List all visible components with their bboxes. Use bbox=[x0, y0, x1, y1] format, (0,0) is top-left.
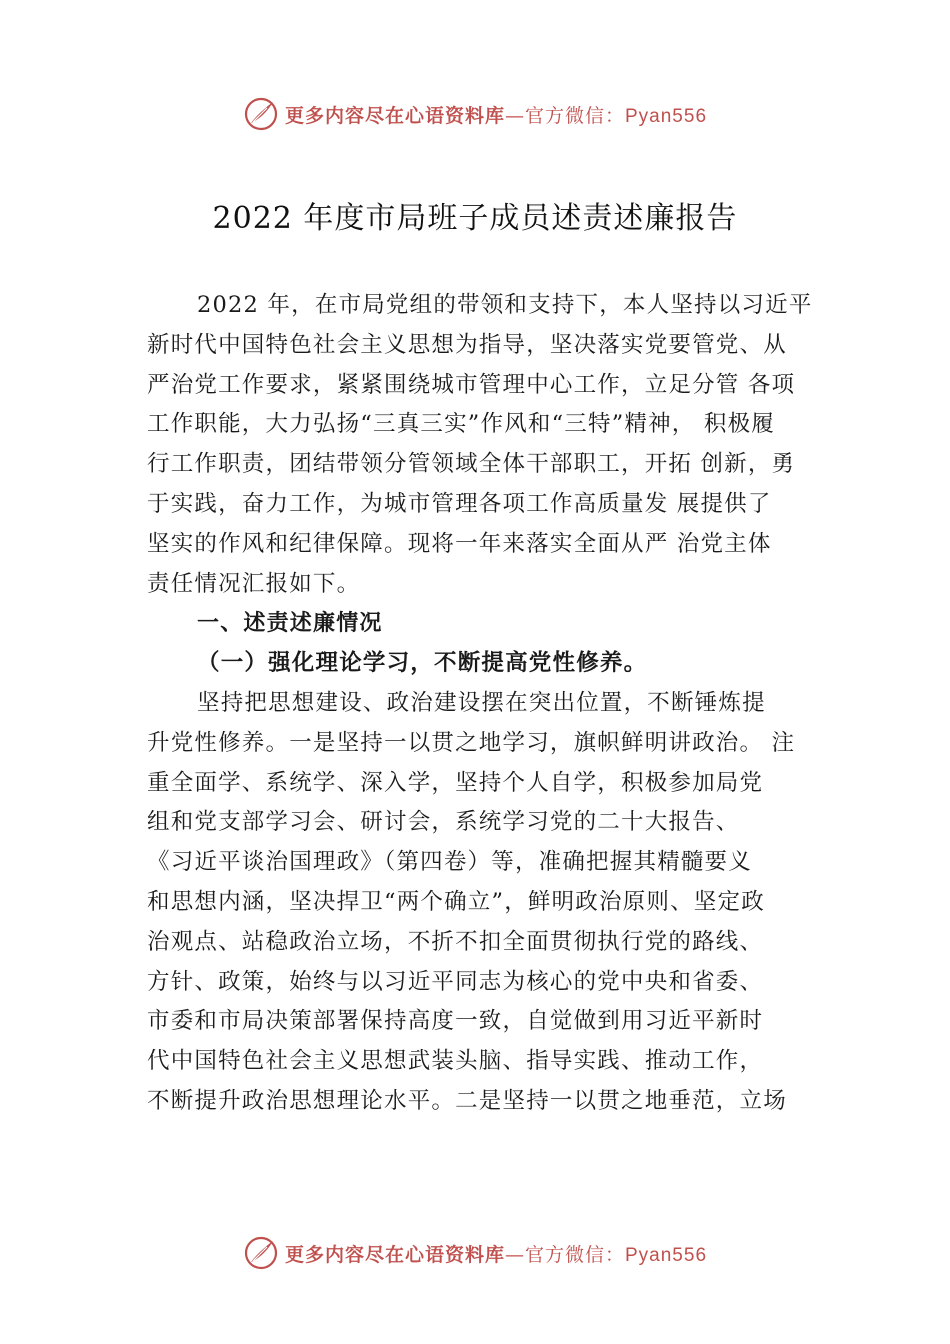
body-line: 2022 年，在市局党组的带领和支持下，本人坚持以习近平 bbox=[197, 292, 813, 318]
feather-pen-logo-icon bbox=[243, 1235, 279, 1271]
watermark-banner-bottom bbox=[0, 1233, 950, 1273]
body-line: 升党性修养。一是坚持一以贯之地学习，旗帜鲜明讲政治。 注 bbox=[147, 729, 796, 756]
document-body bbox=[147, 286, 837, 1122]
subsection-heading: （一）强化理论学习，不断提高党性修养。 bbox=[197, 650, 648, 677]
body-line: 坚实的作风和纪律保障。现将一年来落实全面从严 治党主体 bbox=[147, 530, 772, 557]
body-line: 和思想内涵，坚决捍卫“两个确立”，鲜明政治原则、坚定政 bbox=[147, 888, 765, 915]
watermark-brand: 更多内容尽在心语资料库 bbox=[284, 104, 505, 127]
body-line: 方针、政策，始终与以习近平同志为核心的党中央和省委、 bbox=[147, 968, 764, 995]
watermark-text bbox=[285, 1240, 707, 1267]
watermark-wechat-label: 官方微信： bbox=[524, 104, 625, 127]
body-line: 新时代中国特色社会主义思想为指导，坚决落实党要管党、从 bbox=[147, 331, 787, 358]
watermark-wechat-id: Pyan556 bbox=[625, 105, 708, 127]
body-line: 行工作职责，团结带领分管领域全体干部职工，开拓 创新，勇 bbox=[147, 451, 796, 478]
watermark-brand: 更多内容尽在心语资料库 bbox=[284, 1243, 505, 1266]
watermark-wechat-id: Pyan556 bbox=[625, 1244, 708, 1266]
body-line: 治观点、站稳政治立场，不折不扣全面贯彻执行党的路线、 bbox=[147, 928, 764, 955]
body-line: 于实践，奋力工作，为城市管理各项工作高质量发 展提供了 bbox=[147, 490, 772, 517]
feather-pen-logo-icon bbox=[243, 96, 279, 132]
body-line: 严治党工作要求，紧紧围绕城市管理中心工作，立足分管 各项 bbox=[147, 371, 796, 398]
watermark-banner-top bbox=[0, 94, 950, 134]
watermark-dash: — bbox=[504, 104, 525, 127]
body-line: 不断提升政治思想理论水平。二是坚持一以贯之地垂范，立场 bbox=[147, 1087, 787, 1114]
watermark-text bbox=[285, 101, 707, 128]
body-line: 《习近平谈治国理政》（第四卷）等，准确把握其精髓要义 bbox=[147, 849, 752, 876]
body-line: 坚持把思想建设、政治建设摆在突出位置，不断锤炼提 bbox=[197, 689, 766, 716]
section-heading: 一、述责述廉情况 bbox=[197, 611, 383, 637]
watermark-wechat-label: 官方微信： bbox=[524, 1243, 625, 1266]
body-line: 代中国特色社会主义思想武装头脑、指导实践、推动工作， bbox=[147, 1048, 764, 1075]
body-line: 责任情况汇报如下。 bbox=[147, 570, 361, 597]
document-title: 2022 年度市局班子成员述责述廉报告 bbox=[212, 201, 738, 236]
body-line: 重全面学、系统学、深入学，坚持个人自学，积极参加局党 bbox=[147, 769, 764, 796]
body-line: 工作职能，大力弘扬“三真三实”作风和“三特”精神， 积极履 bbox=[147, 411, 775, 438]
body-line: 市委和市局决策部署保持高度一致，自觉做到用习近平新时 bbox=[147, 1008, 764, 1035]
body-line: 组和党支部学习会、研讨会，系统学习党的二十大报告、 bbox=[147, 809, 740, 836]
watermark-dash: — bbox=[504, 1243, 525, 1266]
